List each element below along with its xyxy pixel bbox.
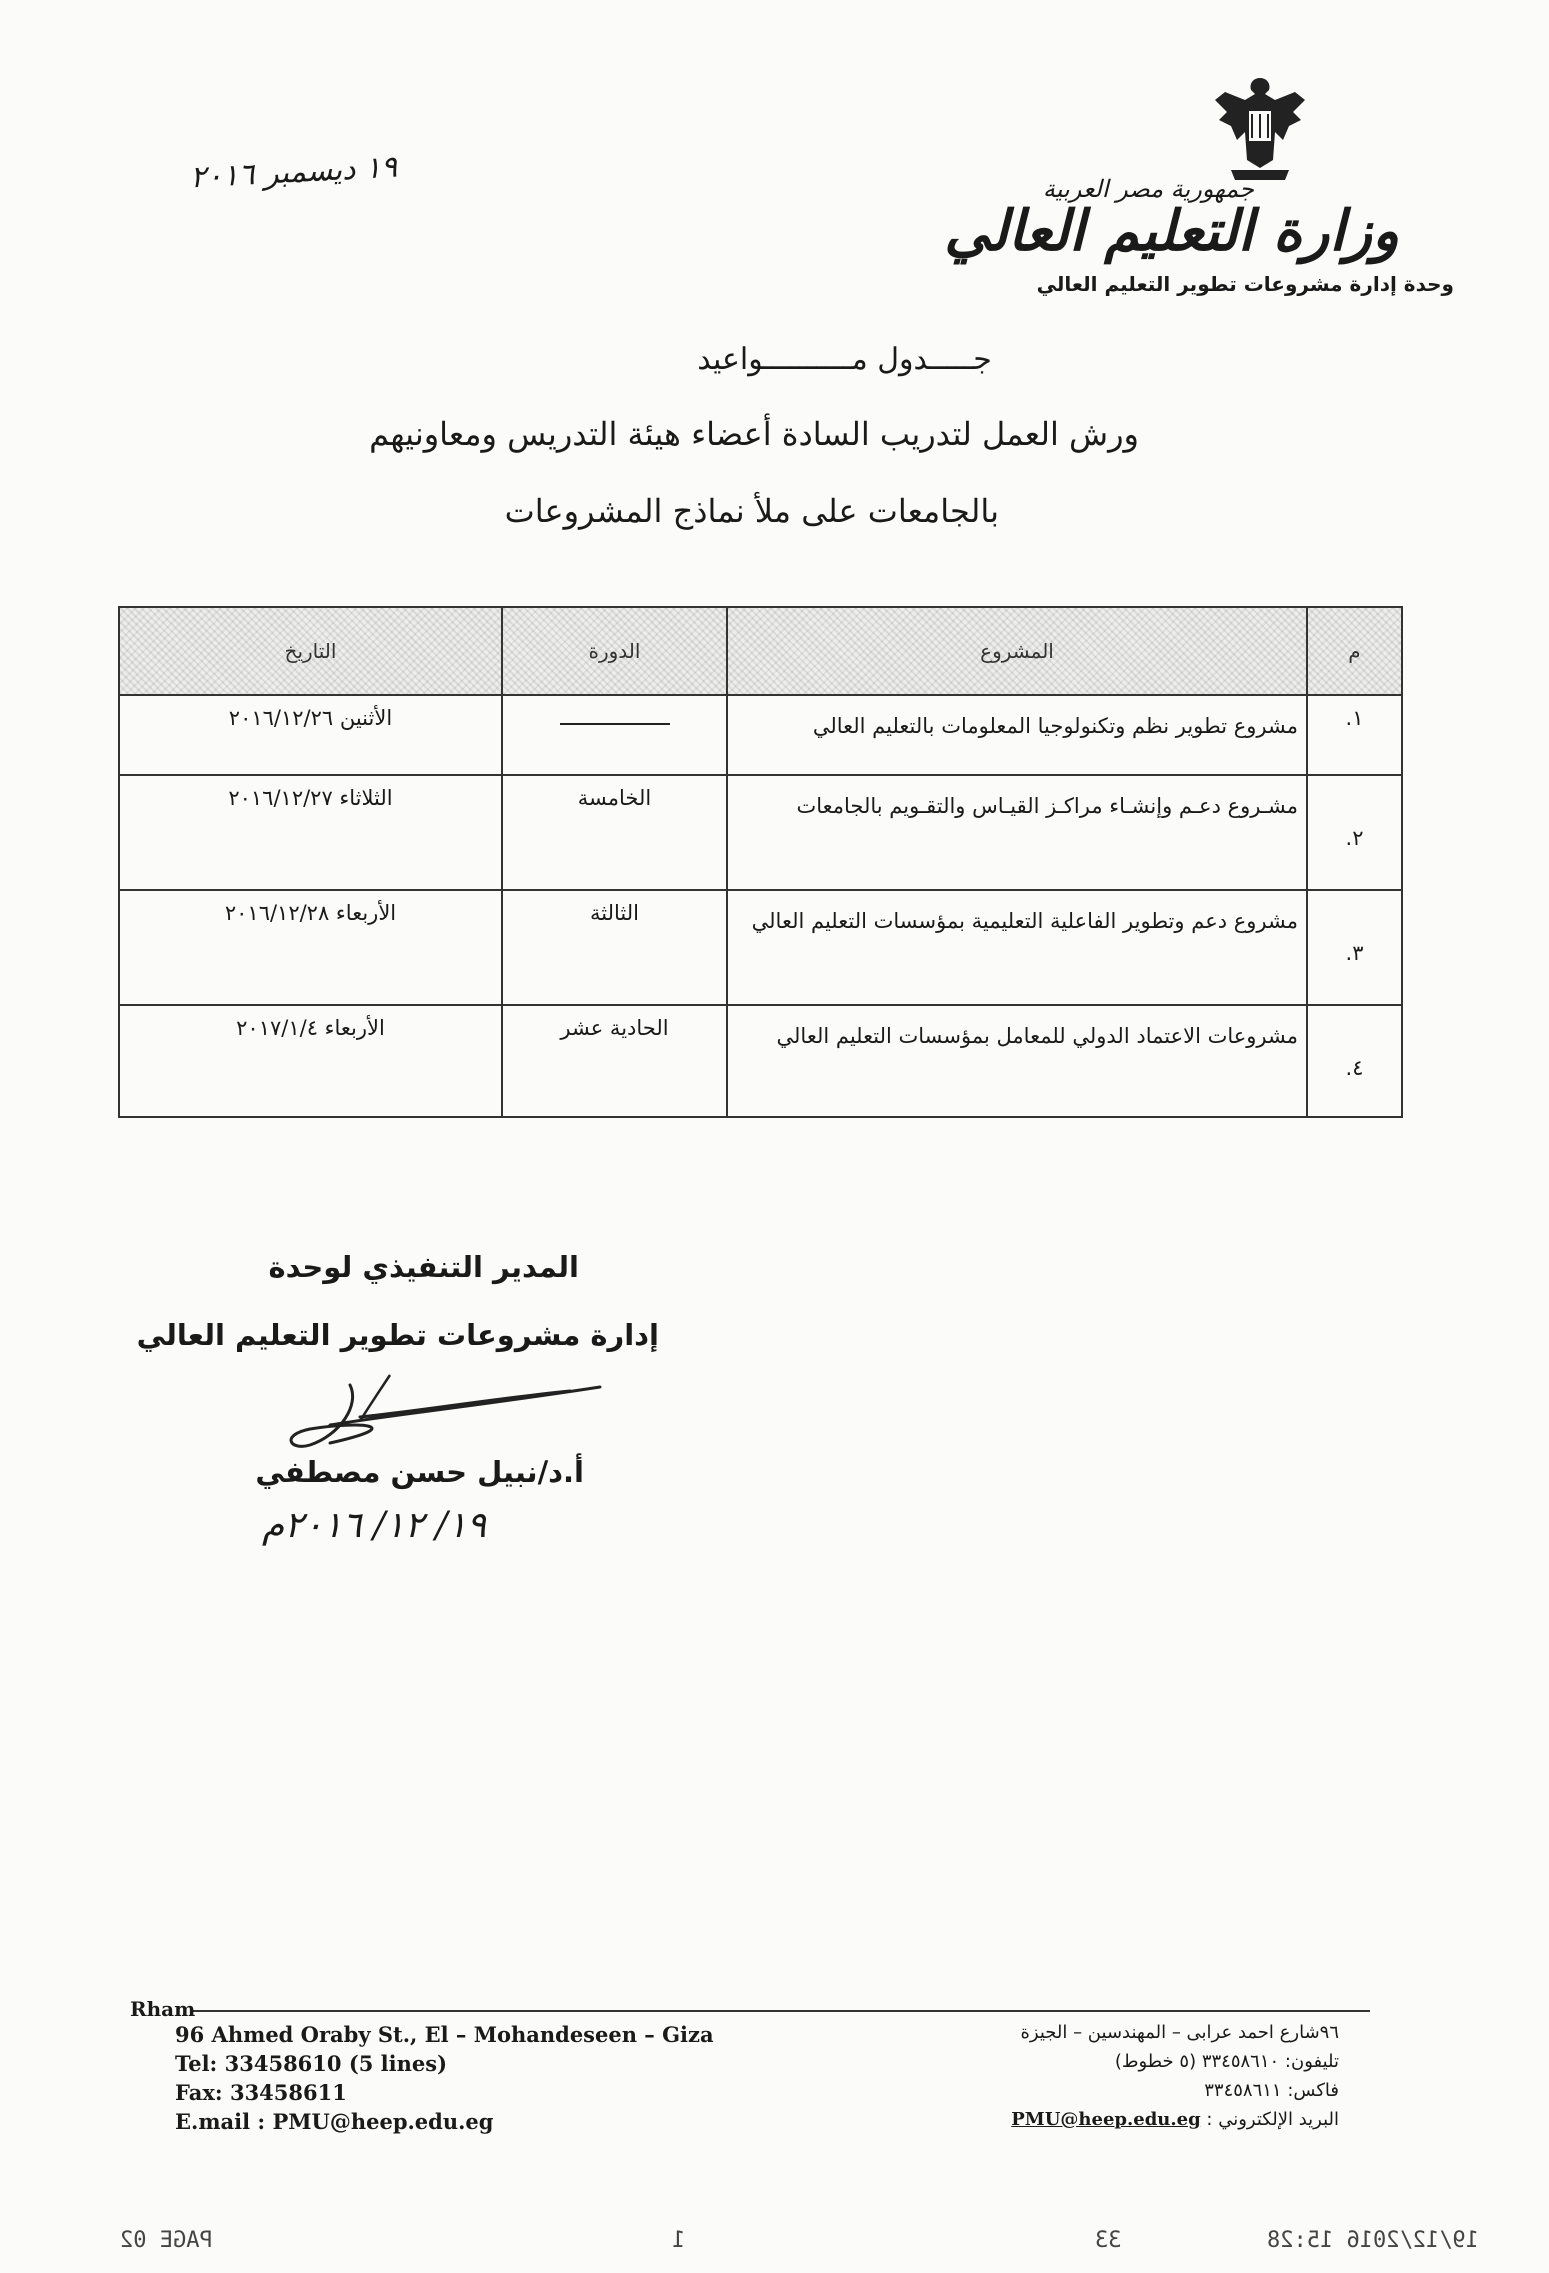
row-date: الأثنين ٢٠١٦/١٢/٢٦ xyxy=(119,695,502,775)
signatory-unit: إدارة مشروعات تطوير التعليم العالي xyxy=(136,1318,659,1352)
row-date: الثلاثاء ٢٠١٦/١٢/٢٧ xyxy=(119,775,502,890)
document-subtitle: ورش العمل لتدريب السادة أعضاء هيئة التدريس ومعاونيهم xyxy=(369,415,1139,453)
header-project: المشروع xyxy=(727,607,1307,695)
row-cycle: الحادية عشر xyxy=(502,1005,727,1117)
header-num: م xyxy=(1307,607,1402,695)
fax-page: PAGE 02 xyxy=(120,2228,213,2253)
handwritten-signature xyxy=(270,1355,630,1465)
footer-english-contact xyxy=(175,2020,714,2136)
footer-email-en: E.mail : PMU@heep.edu.eg xyxy=(175,2109,494,2134)
signatory-title: المدير التنفيذي لوحدة xyxy=(268,1250,579,1284)
header-cycle: الدورة xyxy=(502,607,727,695)
footer-brand: Rham xyxy=(130,1997,196,2021)
row-project: مشروع تطوير نظم وتكنولوجيا المعلومات بالتعليم العالي xyxy=(727,695,1307,775)
footer-fax-ar: فاكس: ٣٣٤٥٨٦١١ xyxy=(1204,2080,1339,2101)
row-date: الأربعاء ٢٠١٧/١/٤ xyxy=(119,1005,502,1117)
table-header-row xyxy=(119,607,1402,695)
footer-email-ar xyxy=(1011,2105,1339,2134)
row-num: ٣. xyxy=(1307,890,1402,1005)
row-project: مشـروع دعـم وإنشـاء مراكـز القيـاس والتقـويم بالجامعات xyxy=(727,775,1307,890)
footer-email-link[interactable]: PMU@heep.edu.eg xyxy=(1011,2109,1201,2130)
letterhead-country: جمهورية مصر العربية xyxy=(1042,175,1254,203)
fax-number-1: 33 xyxy=(1095,2228,1122,2253)
table-row xyxy=(119,890,1402,1005)
table-row xyxy=(119,1005,1402,1117)
row-cycle: الثالثة xyxy=(502,890,727,1005)
letterhead-ministry: وزارة التعليم العالي xyxy=(944,198,1399,264)
empty-cycle-dash xyxy=(560,723,670,725)
document-title: جـــــدول مــــــــــواعيد xyxy=(697,342,992,377)
row-num: ٢. xyxy=(1307,775,1402,890)
footer-fax-en: Fax: 33458611 xyxy=(175,2080,347,2105)
fax-strip xyxy=(0,2228,1549,2258)
row-project: مشروعات الاعتماد الدولي للمعامل بمؤسسات التعليم العالي xyxy=(727,1005,1307,1117)
footer-address-en: 96 Ahmed Oraby St., El – Mohandeseen – Giza xyxy=(175,2022,714,2047)
document-subtitle-2: بالجامعات على ملأ نماذج المشروعات xyxy=(504,492,999,530)
eagle-emblem-icon xyxy=(1205,70,1315,185)
row-num: ٤. xyxy=(1307,1005,1402,1117)
footer-address-ar: ٩٦شارع احمد عرابى – المهندسين – الجيزة xyxy=(1020,2022,1339,2043)
footer-email-label: البريد الإلكتروني : xyxy=(1206,2109,1339,2130)
fax-datetime: 19/12/2016 15:28 xyxy=(1267,2228,1479,2253)
row-cycle xyxy=(502,695,727,775)
row-num: ١. xyxy=(1307,695,1402,775)
handwritten-date-top: ١٩ ديسمبر ٢٠١٦ xyxy=(189,149,398,196)
header-date: التاريخ xyxy=(119,607,502,695)
table-row xyxy=(119,695,1402,775)
handwritten-date-bottom: ١٩/ ١٢/ ٢٠١٦م xyxy=(262,1505,487,1546)
footer-tel-ar: تليفون: ٣٣٤٥٨٦١٠ (٥ خطوط) xyxy=(1114,2051,1339,2072)
row-date: الأربعاء ٢٠١٦/١٢/٢٨ xyxy=(119,890,502,1005)
letterhead-unit: وحدة إدارة مشروعات تطوير التعليم العالي xyxy=(1036,272,1454,296)
fax-number-2: 1 xyxy=(672,2228,686,2253)
row-project: مشروع دعم وتطوير الفاعلية التعليمية بمؤسسات التعليم العالي xyxy=(727,890,1307,1005)
row-cycle: الخامسة xyxy=(502,775,727,890)
schedule-table xyxy=(118,606,1403,1118)
signatory-name: أ.د/نبيل حسن مصطفي xyxy=(255,1455,584,1489)
footer-tel-en: Tel: 33458610 (5 lines) xyxy=(175,2051,448,2076)
footer-divider xyxy=(190,2010,1370,2012)
table-row xyxy=(119,775,1402,890)
footer-arabic-contact xyxy=(1011,2018,1339,2134)
